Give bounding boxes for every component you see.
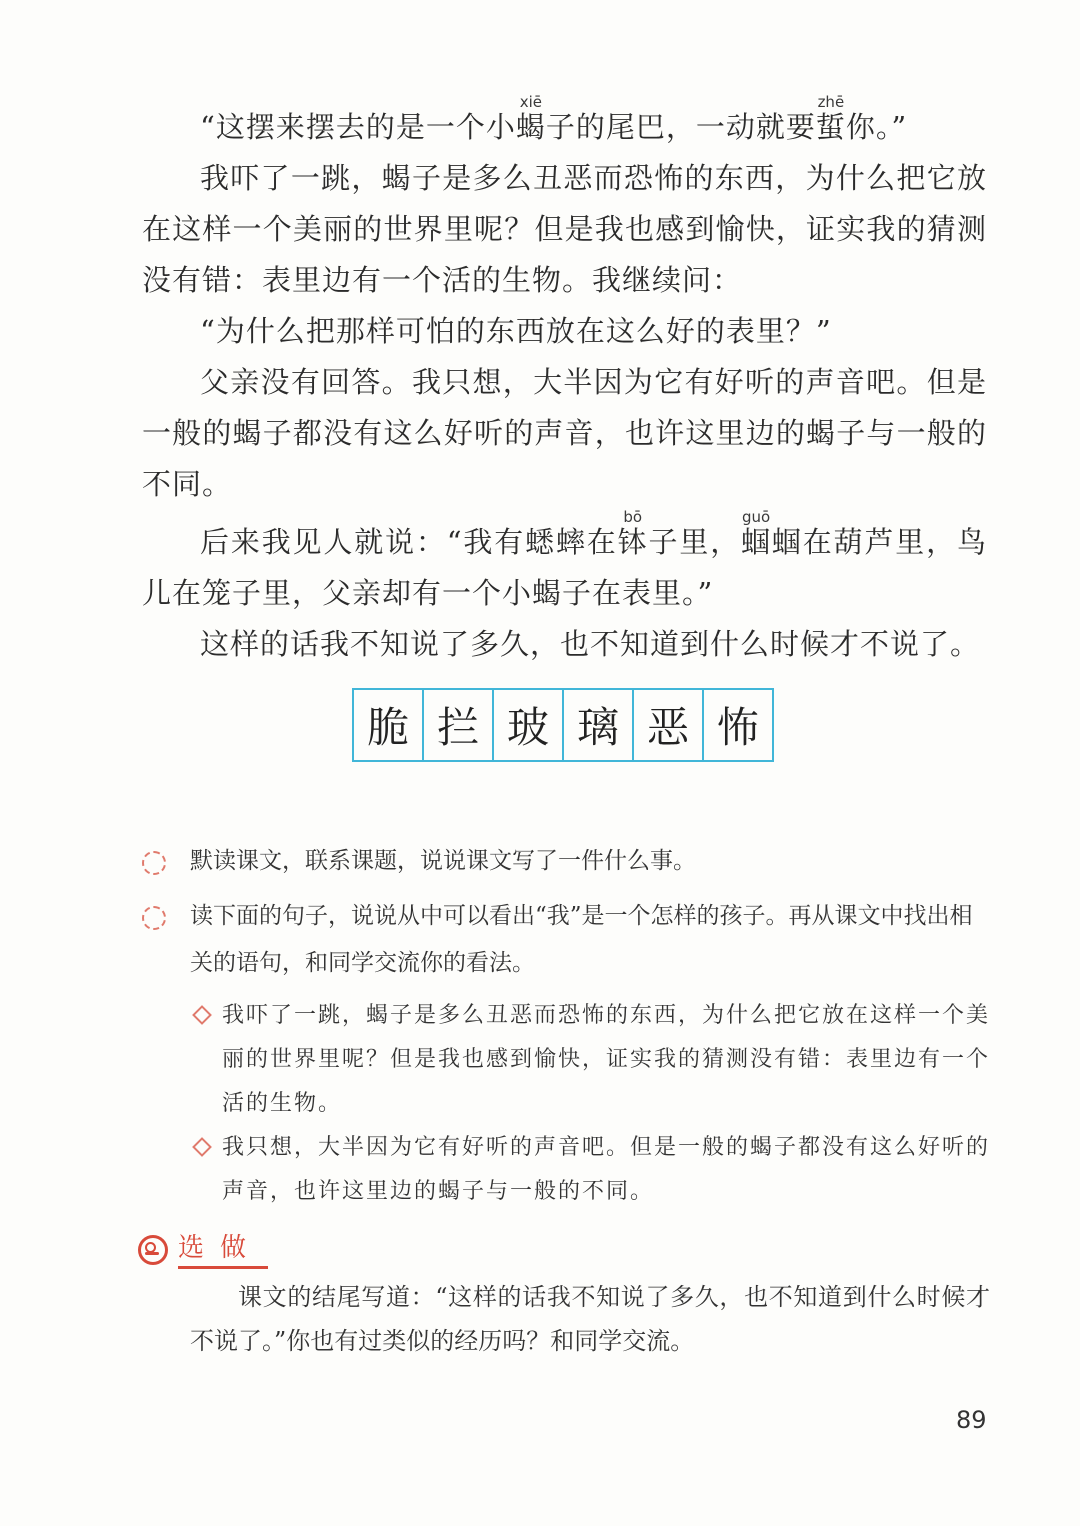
character-cell: 拦 bbox=[424, 690, 494, 760]
story-paragraph-6: 这样的话我不知说了多久，也不知道到什么时候才不说了。 bbox=[200, 627, 981, 661]
p5-text-b: 子里， bbox=[648, 525, 742, 559]
p5-text-c: 蝈在葫芦里，鸟儿在笼子里，父亲却有一个小蝎子在表里。” bbox=[142, 525, 987, 610]
story-paragraph-3: “为什么把那样可怕的东西放在这么好的表里？” bbox=[200, 314, 832, 348]
ruby-base: 蜇 bbox=[815, 110, 846, 144]
character-cell: 玻 bbox=[494, 690, 564, 760]
page-number: 89 bbox=[956, 1406, 987, 1434]
optional-task-text: 课文的结尾写道：“这样的话我不知说了多久，也不知道到什么时候才不说了。”你也有过类似的经历吗？和同学交流。 bbox=[190, 1283, 990, 1355]
story-paragraph-2: 我吓了一跳，蝎子是多么丑恶而恐怖的东西，为什么把它放在这样一个美丽的世界里呢？但是我也感到愉快，证实我的猜测没有错：表里边有一个活的生物。我继续问： bbox=[142, 161, 987, 297]
optional-section-header bbox=[138, 1230, 268, 1269]
story-paragraph-5 bbox=[142, 510, 987, 619]
ruby-xie bbox=[515, 93, 546, 144]
pinyin-annotation: zhē bbox=[815, 93, 846, 111]
character-cell: 怖 bbox=[716, 703, 759, 752]
story-paragraph-4: 父亲没有回答。我只想，大半因为它有好听的声音吧。但是一般的蝎子都没有这么好听的声音，也许这里边的蝎子与一般的不同。 bbox=[142, 365, 987, 501]
dashed-circle-icon bbox=[142, 851, 166, 875]
ruby-bo bbox=[617, 508, 649, 559]
new-characters-grid bbox=[352, 688, 774, 762]
pinyin-annotation: guō bbox=[741, 508, 772, 526]
quote-text: 我吓了一跳，蝎子是多么丑恶而恐怖的东西，为什么把它放在这样一个美丽的世界里呢？但是我也感到愉快，证实我的猜测没有错：表里边有一个活的生物。 bbox=[222, 1003, 991, 1116]
quote-text: 我只想，大半因为它有好听的声音吧。但是一般的蝎子都没有这么好听的声音，也许这里边的蝎子与一般的不同。 bbox=[222, 1135, 991, 1204]
pinyin-annotation: bō bbox=[617, 508, 648, 526]
exercise-text: 默读课文，联系课题，说说课文写了一件什么事。 bbox=[190, 848, 696, 874]
character-cell: 脆 bbox=[354, 690, 424, 760]
exercise-2 bbox=[140, 893, 990, 987]
diamond-bullet-icon bbox=[192, 1005, 212, 1025]
quote-item bbox=[140, 1126, 990, 1214]
exercise-1 bbox=[140, 838, 990, 885]
exercise-item bbox=[140, 838, 990, 885]
story-paragraph-1 bbox=[142, 95, 987, 153]
story-text bbox=[142, 95, 987, 670]
optional-label: 选做 bbox=[178, 1230, 268, 1269]
character-cell: 璃 bbox=[564, 690, 634, 760]
ruby-guo bbox=[741, 508, 772, 559]
p1-text-c: 你。” bbox=[845, 110, 908, 144]
p1-text-a: “这摆来摆去的是一个小 bbox=[200, 110, 516, 144]
exercise-text: 读下面的句子，说说从中可以看出“我”是一个怎样的孩子。再从课文中找出相关的语句，和同学交流你的看法。 bbox=[190, 903, 973, 976]
ruby-zhe bbox=[815, 93, 846, 144]
p5-text-a: 后来我见人就说：“我有蟋蟀在 bbox=[200, 525, 618, 559]
optional-task-icon bbox=[138, 1235, 168, 1265]
dashed-circle-icon bbox=[142, 906, 166, 930]
pinyin-annotation: xiē bbox=[515, 93, 546, 111]
ruby-base: 蝎 bbox=[515, 110, 546, 144]
ruby-base: 蝈 bbox=[741, 525, 772, 559]
quote-list bbox=[140, 994, 990, 1214]
exercise-item bbox=[140, 893, 990, 987]
ruby-base: 钵 bbox=[617, 525, 649, 559]
p1-text-b: 子的尾巴，一动就要 bbox=[545, 110, 816, 144]
diamond-bullet-icon bbox=[192, 1137, 212, 1157]
quote-item bbox=[140, 994, 990, 1126]
character-cell: 恶 bbox=[634, 690, 704, 760]
